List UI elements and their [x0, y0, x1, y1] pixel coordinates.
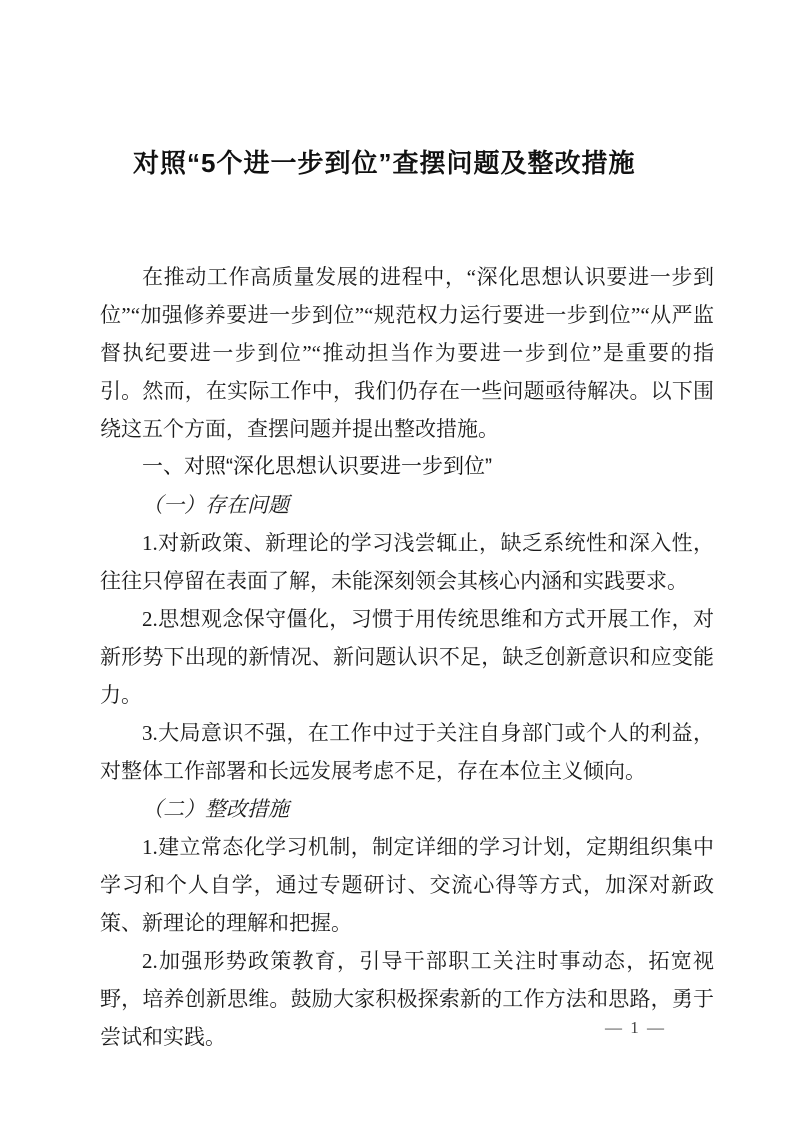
measure-item-2: 2.加强形势政策教育，引导干部职工关注时事动态，拓宽视野，培养创新思维。鼓励大家积极探索新的工作方法和思路，勇于尝试和实践。	[100, 949, 714, 1049]
problem-item-1: 1.对新政策、新理论的学习浅尝辄止，缺乏系统性和深入性，往往只停留在表面了解，未能深刻领会其核心内涵和实践要求。	[100, 531, 714, 593]
problem-item-3: 3.大局意识不强，在工作中过于关注自身部门或个人的利益，对整体工作部署和长远发展考虑不足，存在本位主义倾向。	[100, 721, 714, 783]
page-number: — 1 —	[605, 1018, 666, 1037]
section-1-problems-heading: （一）存在问题	[142, 493, 289, 517]
measure-item-1: 1.建立常态化学习机制，制定详细的学习计划，定期组织集中学习和个人自学，通过专题研讨、交流心得等方式，加深对新政策、新理论的理解和把握。	[100, 835, 714, 935]
intro-paragraph: 在推动工作高质量发展的进程中，“深化思想认识要进一步到位”“加强修养要进一步到位”“规范权力运行要进一步到位”“从严监督执纪要进一步到位”“推动担当作为要进一步到位”是重要的指引。然而，在实际工作中，我们仍存在一些问题亟待解决。以下围绕这五个方面，查摆问题并提出整改措施。	[100, 265, 714, 441]
problem-item-2: 2.思想观念保守僵化，习惯于用传统思维和方式开展工作，对新形势下出现的新情况、新问题认识不足，缺乏创新意识和应变能力。	[100, 607, 714, 707]
document-body	[100, 258, 714, 1056]
document-title: 对照“5个进一步到位”查摆问题及整改措施	[133, 148, 636, 178]
section-1-measures-heading: （二）整改措施	[142, 797, 289, 821]
section-1-heading: 一、对照“深化思想认识要进一步到位”	[142, 455, 492, 478]
